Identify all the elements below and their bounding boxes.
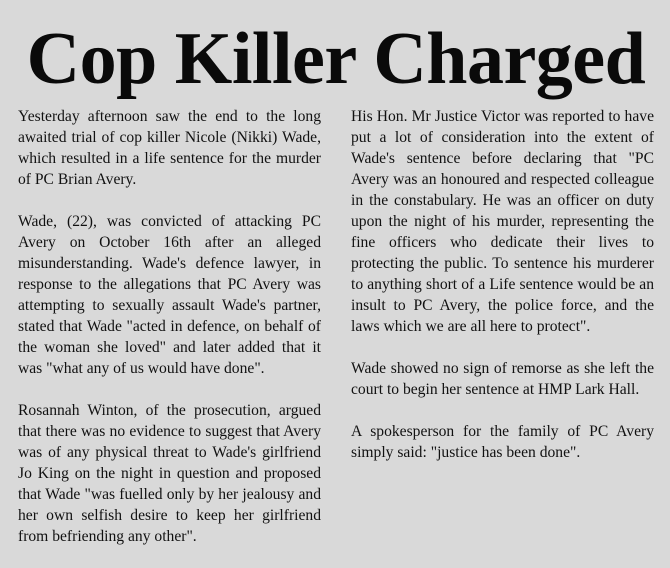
- paragraph: Yesterday afternoon saw the end to the long awaited trial of cop killer Nicole (Nikki) Wade, which resulted in a life sentence for the murder of PC Brian Avery.: [18, 108, 321, 188]
- paragraph: Rosannah Winton, of the prosecution, argued that there was no evidence to suggest that Avery was of any physical threat to Wade's girlfriend Jo King on the night in question and proposed that Wade "was fuelled only by her jealousy and her own selfish desire to keep her girlfriend from befriending any other".: [18, 402, 321, 545]
- paragraph: Wade showed no sign of remorse as she left the court to begin her sentence at HMP Lark Hall.: [351, 360, 654, 398]
- headline: Cop Killer Charged: [26, 18, 646, 100]
- right-column: [351, 106, 654, 568]
- paragraph: A spokesperson for the family of PC Avery simply said: "justice has been done".: [351, 423, 654, 461]
- article-body: [18, 106, 654, 568]
- paragraph: His Hon. Mr Justice Victor was reported to have put a lot of consideration into the extent of Wade's sentence before declaring that "PC Avery was an honoured and respected colleague in the constabulary. He was an officer on duty upon the night of his murder, representing the fine officers who dedicate their lives to protecting the public. To sentence his murderer to anything short of a Life sentence would be an insult to PC Avery, the police force, and the laws which we are all here to protect".: [351, 108, 654, 335]
- left-column: [18, 106, 321, 568]
- paragraph: Wade, (22), was convicted of attacking PC Avery on October 16th after an alleged misunderstanding. Wade's defence lawyer, in response to the allegations that PC Avery was attempting to sexually assault Wade's partner, stated that Wade "acted in defence, on behalf of the woman she loved" and later added that it was "what any of us would have done".: [18, 213, 321, 377]
